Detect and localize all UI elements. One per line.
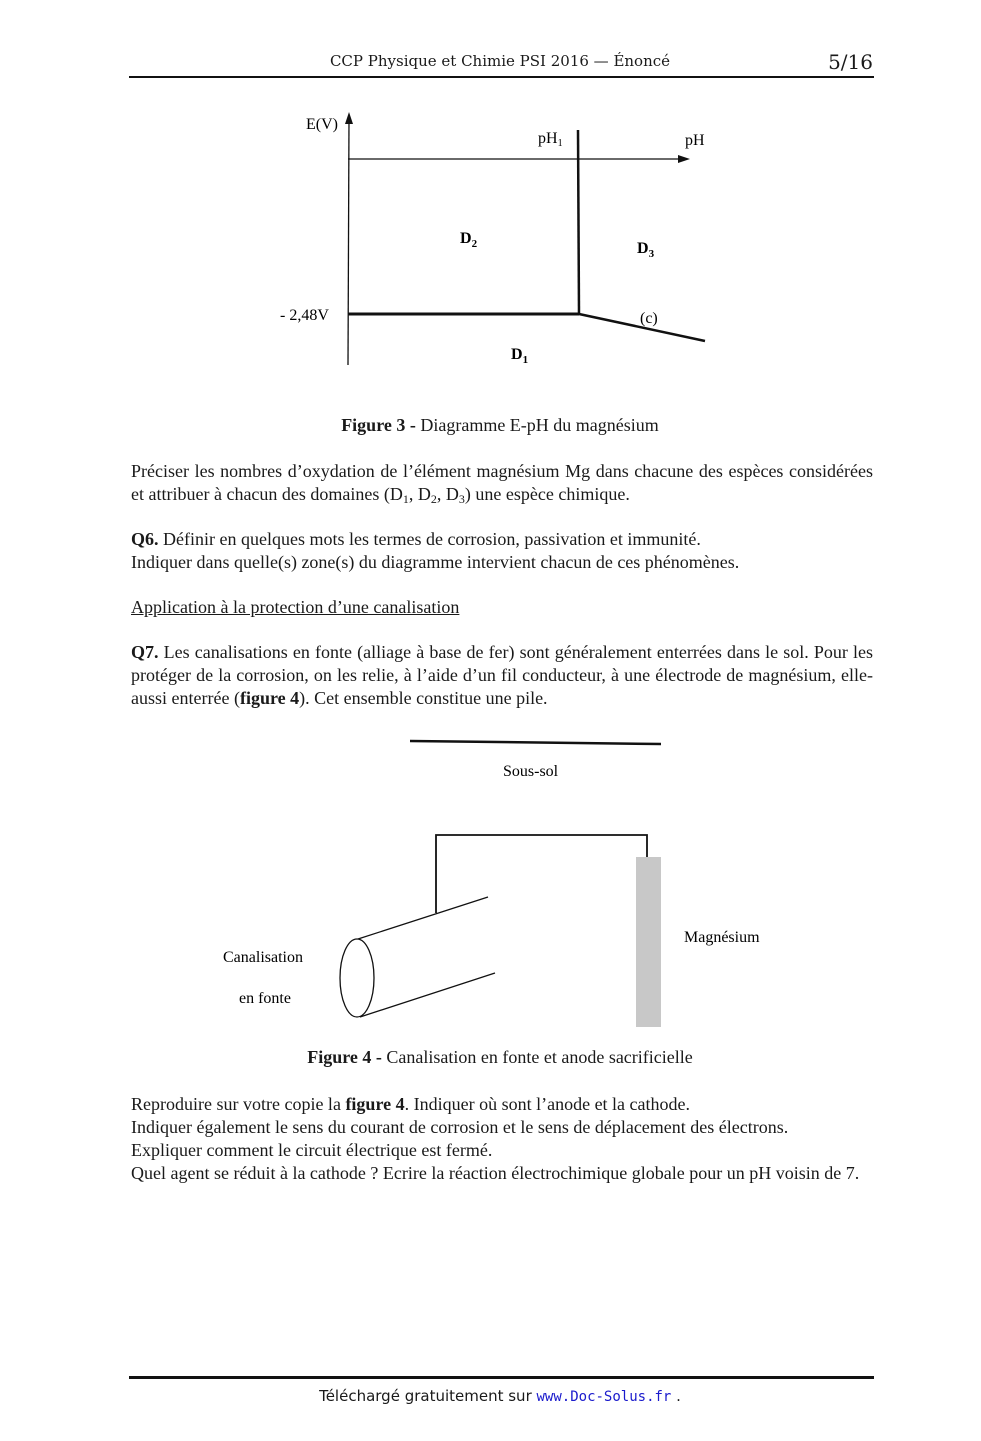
e-axis [348,118,349,365]
electrode-label: Magnésium [684,929,760,946]
pipe-end-ellipse [340,939,374,1017]
question-q6: Q6. Définir en quelques mots les termes de corrosion, passivation et immunité. Indiquer dans quelle(s) zone(s) du diagramme intervient chacun de ces phénomènes. [131,529,740,572]
domain-d3-label: $D_3$ [637,240,655,260]
domain-d1-label: $D_1$ [511,346,529,366]
paragraph-oxidation-numbers: Préciser les nombres d’oxydation de l’élément magnésium Mg dans chacune des espèces considérées et attribuer à chacun des domaines ($D_1$, $D_2$, $D_3$) une espèce chimique. [131,461,873,506]
e-axis-arrow-icon [345,112,353,124]
pipe-label-line1: Canalisation [223,949,303,966]
footer: Téléchargé gratuitement sur www.Doc-Solus.fr . [319,1387,681,1405]
domain-d2-label: $D_2$ [460,230,478,250]
figure-4-caption-text: Canalisation en fonte et anode sacrificielle [381,1047,693,1067]
figure-4-diagram [210,730,790,1040]
e-value-label: - 2,48V [280,307,329,324]
q6-label: Q6. [131,529,159,549]
soil-label: Sous-sol [503,763,559,780]
pipe-label-line2: en fonte [239,990,291,1007]
header-rule [129,76,874,78]
figure-3-caption-text: Diagramme E-pH du magnésium [415,415,659,435]
pipe-bottom-edge [360,973,495,1017]
magnesium-electrode [636,857,661,1027]
curve-c-label: (c) [640,310,658,327]
section-title: Application à la protection d’une canalisation [131,597,460,617]
q7-label: Q7. [131,642,159,662]
questions-block: Reproduire sur votre copie la figure 4. Indiquer où sont l’anode et la cathode. Indiquer également le sens du courant de corrosion et le sens de déplacement des électrons. Expliquer comment le circuit électrique est fermé. Quel agent se réduit à la cathode ? Ecrire la réaction électrochimique globale pour un pH voisin de 7. [131,1094,860,1183]
footer-rule [129,1376,874,1379]
ph1-label: pH1 [538,130,563,149]
running-header-title: CCP Physique et Chimie PSI 2016 — Énoncé [329,52,671,70]
figure-4-caption [0,1047,981,1068]
doc-solus-link[interactable]: www.Doc-Solus.fr [536,1389,672,1405]
question-q7: Q7. Les canalisations en fonte (alliage à base de fer) sont généralement enterrées dans le sol. Pour les protéger de la corrosion, on les relie, à l’aide d’un fil conducteur, à une électrode de magnésium, elle-aussi enterrée (figure 4). Cet ensemble constitue une pile. [131,642,873,708]
pipe-top-edge [358,897,488,939]
figure-4-caption-label: Figure 4 - [307,1047,382,1067]
ph-axis-arrow-icon [678,155,690,163]
figure-3-caption [0,415,981,436]
e-axis-label: E(V) [306,116,338,133]
conductor-wire [436,835,647,913]
figure-3-diagram [270,100,720,380]
ph-axis-label: pH [685,132,705,149]
boundary-ph1 [578,130,579,314]
page-number: 5/16 [828,50,873,74]
figure-3-caption-label: Figure 3 - [341,415,416,435]
ground-surface-line [410,741,661,744]
